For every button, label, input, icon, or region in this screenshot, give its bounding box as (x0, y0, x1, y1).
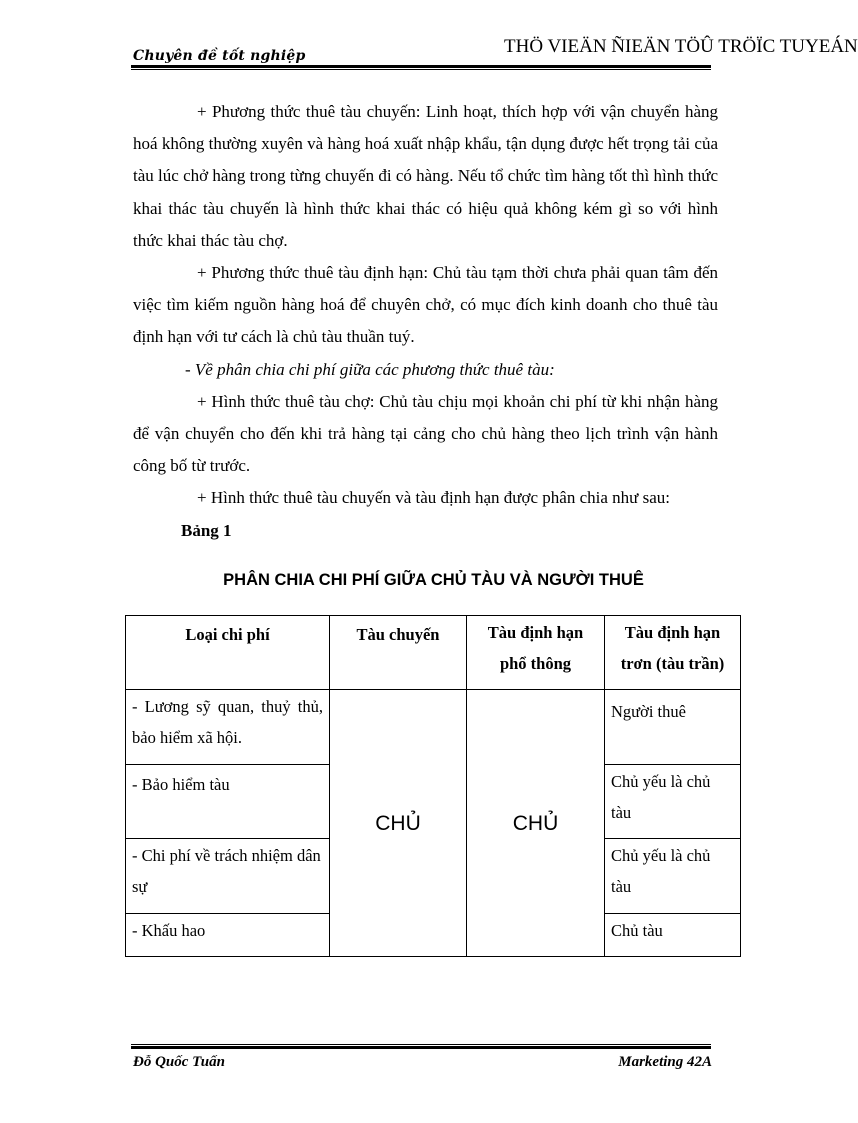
voyage-charter-merged-cell: CHỦ (330, 690, 467, 957)
header-bareboat-charter-line1: Tàu định hạn (624, 623, 721, 642)
footer-class: Marketing 42A (618, 1054, 712, 1070)
cost-type-cell: - Chi phí về trách nhiệm dân sự (126, 839, 330, 914)
header-bareboat-charter-line2: trơn (tàu trần) (620, 654, 725, 673)
footer-rule (131, 1046, 711, 1049)
body-text (133, 96, 718, 547)
paragraph-liner-charter: + Hình thức thuê tàu chợ: Chủ tàu chịu mọi khoản chi phí từ khi nhận hàng để vận chuyển cho đến khi trả hàng tại cảng cho chủ hàng theo lịch trình vận hành công bố từ trước. (133, 391, 718, 476)
header-document-title: Chuyên đề tốt nghiệp (133, 48, 306, 64)
table-header-row (126, 616, 741, 690)
paragraph-division-intro: + Hình thức thuê tàu chuyến và tàu định hạn được phân chia như sau: (197, 488, 670, 508)
header-rule-thin (131, 69, 711, 70)
paragraph-cost-division-heading: - Về phân chia chi phí giữa các phương thức thuê tàu: (185, 359, 555, 379)
header-time-charter-standard-line1: Tàu định hạn (487, 623, 584, 642)
paragraph-voyage-charter: + Phương thức thuê tàu chuyến: Linh hoạt, thích hợp với vận chuyển hàng hoá không thường xuyên và hàng hoá xuất nhập khẩu, tận dụng được hết trọng tải của tàu lúc chở hàng trong từng chuyến đi có hàng. Nếu tổ chức tìm hàng tốt thì hình thức khai thác tàu chuyến là hình thức khai thác có hiệu quả không kém gì so với hình thức khai thác tàu chợ. (133, 102, 718, 250)
table-row (126, 690, 741, 765)
bareboat-cell: Chủ yếu là chủ tàu (605, 765, 741, 839)
time-charter-merged-cell: CHỦ (467, 690, 605, 957)
cost-type-cell: - Lương sỹ quan, thuỷ thủ, bảo hiểm xã hội. (126, 690, 330, 765)
header-bareboat-charter (605, 616, 741, 690)
table-label: Bảng 1 (181, 520, 232, 540)
bareboat-cell: Chủ tàu (605, 914, 741, 957)
bareboat-cell: Người thuê (605, 690, 741, 765)
header-rule (131, 65, 711, 68)
header-time-charter-standard-line2: phổ thông (499, 654, 572, 673)
paragraph-time-charter: + Phương thức thuê tàu định hạn: Chủ tàu tạm thời chưa phải quan tâm đến việc tìm kiếm nguồn hàng hoá để chuyên chở, có mục đích kinh doanh cho thuê tàu định hạn với tư cách là chủ tàu thuần tuý. (133, 263, 718, 347)
footer-rule-thin (131, 1044, 711, 1045)
cost-type-cell: - Khấu hao (126, 914, 330, 957)
header-library-banner: THÖ VIEÄN ÑIEÄN TÖÛ TRÖÏC TUYEÁN (504, 36, 858, 57)
bareboat-cell: Chủ yếu là chủ tàu (605, 839, 741, 914)
header-time-charter-standard (467, 616, 605, 690)
header-cost-type: Loại chi phí (126, 616, 330, 690)
footer-author: Đỗ Quốc Tuấn (133, 1054, 225, 1070)
cost-type-cell: - Bảo hiểm tàu (126, 765, 330, 839)
table-caption: PHÂN CHIA CHI PHÍ GIỮA CHỦ TÀU VÀ NGƯỜI THUÊ (223, 571, 644, 589)
cost-division-table (125, 615, 741, 957)
header-voyage-charter: Tàu chuyến (330, 616, 467, 690)
